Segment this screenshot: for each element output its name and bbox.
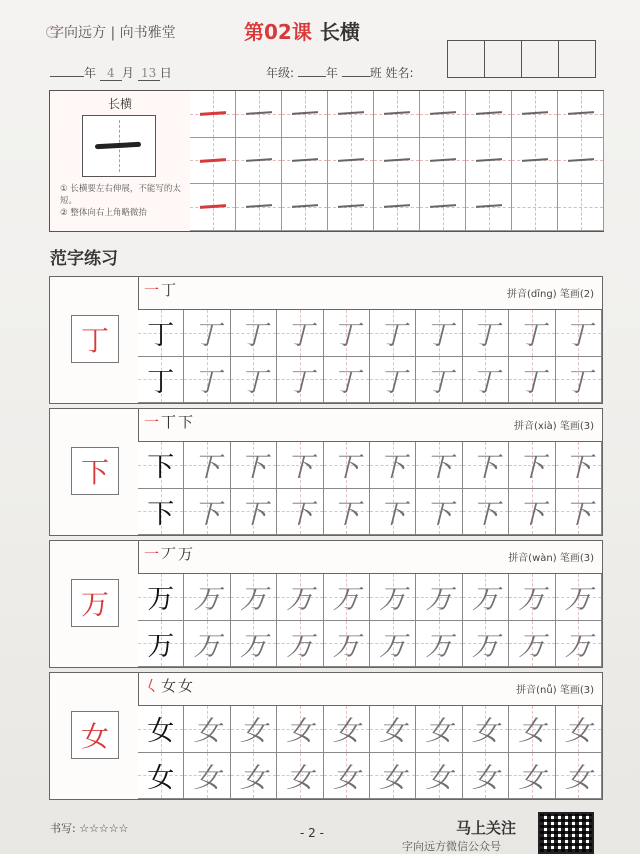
handwritten-char: 丁: [379, 320, 407, 352]
handwritten-char: 女: [471, 762, 499, 794]
stroke-practice-cell[interactable]: [328, 138, 374, 185]
practice-cell[interactable]: [416, 310, 462, 357]
stroke-order-step: 女: [178, 677, 196, 695]
stroke-practice-cell[interactable]: [282, 184, 328, 231]
horizontal-stroke-mark: [200, 158, 226, 163]
handwritten-char: 万: [564, 584, 592, 616]
model-char-cell[interactable]: [138, 442, 184, 489]
practice-grid: [138, 441, 602, 535]
practice-cell[interactable]: [556, 357, 602, 404]
handwritten-char: 下: [379, 498, 407, 530]
character-card: [49, 540, 603, 668]
practice-cell[interactable]: [277, 489, 323, 536]
handwritten-char: 女: [379, 716, 407, 748]
practice-cell[interactable]: [277, 706, 323, 753]
practice-cell[interactable]: [184, 706, 230, 753]
practice-cell[interactable]: [416, 442, 462, 489]
stroke-order-step: 万: [178, 545, 196, 563]
handwritten-char: 丁: [471, 366, 499, 398]
practice-cell[interactable]: [416, 489, 462, 536]
model-char-cell[interactable]: [138, 706, 184, 753]
practice-cell[interactable]: [277, 357, 323, 404]
handwritten-char: 丁: [239, 320, 267, 352]
stroke-practice-cell[interactable]: [328, 91, 374, 138]
stroke-order-step: 𡿨: [144, 677, 162, 695]
handwritten-char: 万: [425, 630, 453, 662]
char-meta: [508, 549, 594, 564]
practice-cell[interactable]: [277, 574, 323, 621]
stroke-count-label: 笔画(3): [559, 685, 594, 696]
practice-cell[interactable]: [277, 753, 323, 800]
model-character: 下: [71, 447, 119, 495]
horizontal-stroke-mark: [476, 111, 502, 115]
stroke-order-step: 丆: [161, 545, 179, 563]
practice-cell[interactable]: [324, 442, 370, 489]
practice-cell[interactable]: [463, 489, 509, 536]
stroke-order-step: 丁: [161, 281, 179, 299]
handwritten-char: 女: [286, 762, 314, 794]
horizontal-stroke-mark: [568, 158, 594, 162]
handwritten-char: 丁: [239, 366, 267, 398]
grade-label: 年级:: [266, 66, 295, 80]
handwritten-char: 丁: [471, 320, 499, 352]
stroke-practice-cell[interactable]: [420, 184, 466, 231]
horizontal-stroke-mark: [292, 158, 318, 162]
practice-cell[interactable]: [231, 357, 277, 404]
practice-cell[interactable]: [463, 574, 509, 621]
section-title: 范字练习: [50, 249, 118, 269]
practice-cell[interactable]: [509, 310, 555, 357]
horizontal-stroke-mark: [522, 158, 548, 162]
practice-cell[interactable]: [324, 357, 370, 404]
handwritten-char: 丁: [518, 320, 546, 352]
practice-cell[interactable]: [370, 753, 416, 800]
practice-cell[interactable]: [556, 621, 602, 668]
handwritten-char: 万: [379, 630, 407, 662]
practice-cell[interactable]: [509, 574, 555, 621]
practice-cell[interactable]: [509, 489, 555, 536]
char-meta: [516, 681, 594, 696]
handwritten-char: 下: [239, 452, 267, 484]
horizontal-stroke-mark: [292, 204, 318, 208]
qr-code-icon[interactable]: [538, 812, 594, 854]
handwritten-char: 女: [564, 762, 592, 794]
practice-cell[interactable]: [184, 621, 230, 668]
handwritten-char: 女: [332, 716, 360, 748]
practice-cell[interactable]: [370, 489, 416, 536]
practice-cell[interactable]: [184, 489, 230, 536]
grade-year-label: 年: [325, 66, 338, 80]
practice-cell[interactable]: [324, 753, 370, 800]
handwritten-char: 万: [518, 630, 546, 662]
year-blank[interactable]: [50, 76, 84, 77]
practice-cell[interactable]: [556, 706, 602, 753]
handwritten-char: 丁: [332, 320, 360, 352]
stroke-practice-cell[interactable]: [190, 138, 236, 185]
stroke-demo-panel: [50, 91, 191, 231]
class-blank[interactable]: [342, 76, 370, 77]
horizontal-stroke-mark: [430, 204, 456, 208]
writing-rating: 书写: ☆☆☆☆☆: [50, 822, 129, 835]
model-char-cell[interactable]: [138, 574, 184, 621]
page-number: - 2 -: [300, 826, 324, 840]
horizontal-stroke-mark: [200, 204, 226, 209]
follow-subtitle: 字向远方微信公众号: [402, 840, 501, 853]
horizontal-stroke-mark: [384, 111, 410, 115]
horizontal-stroke-mark: [292, 111, 318, 115]
stroke-practice-cell[interactable]: [282, 91, 328, 138]
handwritten-char: 万: [193, 584, 221, 616]
practice-cell[interactable]: [231, 753, 277, 800]
handwritten-char: 万: [425, 584, 453, 616]
stroke-practice-cell[interactable]: [512, 184, 558, 231]
stroke-practice-cell[interactable]: [466, 138, 512, 185]
model-char: 万: [147, 584, 175, 616]
handwritten-char: 万: [286, 630, 314, 662]
handwritten-char: 下: [471, 498, 499, 530]
handwritten-char: 万: [518, 584, 546, 616]
lesson-number: 第02课: [244, 20, 312, 44]
practice-cell[interactable]: [463, 753, 509, 800]
practice-cell[interactable]: [463, 442, 509, 489]
handwritten-char: 丁: [193, 320, 221, 352]
stroke-practice-cell[interactable]: [558, 91, 604, 138]
day-value[interactable]: 13: [138, 66, 160, 81]
horizontal-stroke-mark: [476, 204, 502, 208]
practice-cell[interactable]: [370, 442, 416, 489]
stroke-practice-cell[interactable]: [236, 184, 282, 231]
horizontal-stroke-mark: [246, 158, 272, 162]
handwritten-char: 万: [332, 584, 360, 616]
practice-cell[interactable]: [370, 574, 416, 621]
handwritten-char: 丁: [564, 366, 592, 398]
name-boxes: [448, 40, 596, 78]
handwritten-char: 万: [471, 584, 499, 616]
practice-cell[interactable]: [231, 310, 277, 357]
stroke-title: 长横: [107, 97, 132, 111]
practice-cell[interactable]: [370, 357, 416, 404]
handwritten-char: 女: [564, 716, 592, 748]
handwritten-char: 下: [425, 452, 453, 484]
stroke-intro-panel: [49, 90, 604, 232]
horizontal-stroke-mark: [522, 111, 548, 115]
date-line: [50, 64, 172, 81]
handwritten-char: 万: [239, 584, 267, 616]
model-character: 女: [71, 711, 119, 759]
practice-cell[interactable]: [231, 574, 277, 621]
practice-cell[interactable]: [184, 442, 230, 489]
practice-cell[interactable]: [370, 621, 416, 668]
stroke-practice-cell[interactable]: [558, 138, 604, 185]
model-char: 下: [147, 498, 175, 530]
practice-cell[interactable]: [324, 310, 370, 357]
practice-cell[interactable]: [556, 753, 602, 800]
practice-cell[interactable]: [324, 621, 370, 668]
practice-cell[interactable]: [463, 621, 509, 668]
model-char: 女: [147, 716, 175, 748]
char-meta: [507, 285, 594, 300]
stroke-practice-cell[interactable]: [374, 184, 420, 231]
stroke-order-step: 一: [144, 545, 162, 563]
pinyin-label: 拼音(xià): [514, 421, 557, 432]
practice-cell[interactable]: [556, 442, 602, 489]
practice-cell[interactable]: [231, 621, 277, 668]
handwritten-char: 女: [332, 762, 360, 794]
practice-cell[interactable]: [463, 357, 509, 404]
practice-cell[interactable]: [184, 574, 230, 621]
handwritten-char: 下: [332, 452, 360, 484]
handwritten-char: 女: [379, 762, 407, 794]
practice-cell[interactable]: [509, 442, 555, 489]
month-label: 月: [121, 66, 134, 80]
lesson-name: 长横: [319, 20, 360, 44]
practice-cell[interactable]: [416, 753, 462, 800]
horizontal-stroke-mark: [568, 111, 594, 115]
stroke-practice-cell[interactable]: [512, 138, 558, 185]
practice-cell[interactable]: [370, 706, 416, 753]
class-name-label: 班 姓名:: [369, 66, 414, 80]
handwritten-char: 下: [425, 498, 453, 530]
model-char: 万: [147, 630, 175, 662]
stroke-practice-cell[interactable]: [236, 91, 282, 138]
model-char-cell[interactable]: [138, 621, 184, 668]
handwritten-char: 女: [286, 716, 314, 748]
handwritten-char: 万: [239, 630, 267, 662]
handwritten-char: 丁: [425, 366, 453, 398]
handwritten-char: 女: [193, 716, 221, 748]
handwritten-char: 丁: [425, 320, 453, 352]
handwritten-char: 下: [286, 498, 314, 530]
handwritten-char: 女: [193, 762, 221, 794]
handwritten-char: 下: [471, 452, 499, 484]
practice-cell[interactable]: [370, 310, 416, 357]
practice-cell[interactable]: [509, 706, 555, 753]
character-card: [49, 408, 603, 536]
stroke-practice-cell[interactable]: [328, 184, 374, 231]
handwritten-char: 女: [518, 762, 546, 794]
model-char-panel: [50, 673, 139, 799]
grade-line: [266, 64, 414, 81]
horizontal-stroke-mark: [384, 204, 410, 208]
stroke-count-label: 笔画(2): [559, 289, 594, 300]
pinyin-label: 拼音(wàn): [508, 553, 557, 564]
handwritten-char: 女: [425, 716, 453, 748]
handwritten-char: 下: [379, 452, 407, 484]
stroke-practice-grid: [190, 91, 604, 231]
grade-blank[interactable]: [298, 76, 326, 77]
handwritten-char: 下: [518, 498, 546, 530]
handwritten-char: 女: [425, 762, 453, 794]
handwritten-char: 丁: [193, 366, 221, 398]
handwritten-char: 万: [471, 630, 499, 662]
stroke-practice-cell[interactable]: [190, 184, 236, 231]
horizontal-stroke-mark: [246, 204, 272, 208]
practice-cell[interactable]: [231, 489, 277, 536]
model-char: 丁: [147, 320, 175, 352]
name-box[interactable]: [447, 40, 485, 78]
character-card: [49, 276, 603, 404]
stroke-count-label: 笔画(3): [559, 421, 594, 432]
handwritten-char: 丁: [564, 320, 592, 352]
model-char: 女: [147, 762, 175, 794]
model-char-panel: [50, 541, 139, 667]
char-meta: [514, 417, 594, 432]
stroke-practice-cell[interactable]: [512, 91, 558, 138]
month-value[interactable]: 4: [100, 66, 122, 81]
handwritten-char: 下: [332, 498, 360, 530]
stroke-order-step: 丅: [161, 413, 179, 431]
practice-cell[interactable]: [416, 357, 462, 404]
practice-cell[interactable]: [277, 621, 323, 668]
stroke-practice-cell[interactable]: [420, 91, 466, 138]
practice-cell[interactable]: [556, 489, 602, 536]
model-char-cell[interactable]: [138, 753, 184, 800]
stroke-practice-cell[interactable]: [190, 91, 236, 138]
handwritten-char: 下: [518, 452, 546, 484]
practice-cell[interactable]: [184, 753, 230, 800]
handwritten-char: 丁: [286, 366, 314, 398]
pinyin-label: 拼音(dīng): [507, 289, 557, 300]
practice-cell[interactable]: [463, 706, 509, 753]
model-character: 万: [71, 579, 119, 627]
stroke-tips: [60, 183, 186, 219]
stroke-practice-cell[interactable]: [236, 138, 282, 185]
stroke-order: [144, 279, 178, 300]
name-box[interactable]: [484, 40, 522, 78]
model-char: 丁: [147, 366, 175, 398]
character-card: [49, 672, 603, 800]
tip-2: ② 整体向右上角略微抬: [60, 208, 147, 218]
year-label: 年: [84, 66, 97, 80]
model-char-cell[interactable]: [138, 489, 184, 536]
model-character: 丁: [71, 315, 119, 363]
practice-cell[interactable]: [184, 310, 230, 357]
horizontal-stroke-mark: [246, 111, 272, 115]
stroke-practice-cell[interactable]: [282, 138, 328, 185]
practice-cell[interactable]: [277, 310, 323, 357]
practice-cell[interactable]: [324, 489, 370, 536]
practice-cell[interactable]: [556, 310, 602, 357]
practice-cell[interactable]: [463, 310, 509, 357]
handwritten-char: 万: [286, 584, 314, 616]
handwritten-char: 下: [564, 498, 592, 530]
horizontal-stroke-mark: [200, 111, 226, 116]
practice-cell[interactable]: [416, 706, 462, 753]
stroke-order-step: 一: [144, 281, 162, 299]
stroke-order-step: 下: [178, 413, 196, 431]
long-horizontal-stroke: [95, 142, 141, 149]
tip-1: ① 长横要左右伸展，不能写的太短。: [60, 184, 181, 206]
model-char: 下: [147, 452, 175, 484]
stroke-count-label: 笔画(3): [559, 553, 594, 564]
stroke-practice-cell[interactable]: [420, 138, 466, 185]
handwritten-char: 万: [379, 584, 407, 616]
name-box[interactable]: [558, 40, 596, 78]
handwritten-char: 女: [239, 762, 267, 794]
horizontal-stroke-mark: [338, 111, 364, 115]
pinyin-label: 拼音(nǚ): [516, 685, 557, 696]
handwritten-char: 丁: [286, 320, 314, 352]
stroke-practice-cell[interactable]: [466, 91, 512, 138]
model-char-cell[interactable]: [138, 310, 184, 357]
stroke-order: [144, 411, 195, 432]
practice-cell[interactable]: [324, 706, 370, 753]
handwritten-char: 丁: [332, 366, 360, 398]
stroke-practice-cell[interactable]: [466, 184, 512, 231]
practice-cell[interactable]: [509, 753, 555, 800]
follow-title: 马上关注: [456, 819, 517, 837]
horizontal-stroke-mark: [430, 111, 456, 115]
practice-cell[interactable]: [184, 357, 230, 404]
horizontal-stroke-mark: [476, 158, 502, 162]
horizontal-stroke-mark: [338, 158, 364, 162]
handwritten-char: 下: [193, 498, 221, 530]
handwritten-char: 女: [239, 716, 267, 748]
handwritten-char: 万: [193, 630, 221, 662]
practice-cell[interactable]: [277, 442, 323, 489]
handwritten-char: 万: [332, 630, 360, 662]
stroke-order-step: 女: [161, 677, 179, 695]
handwritten-char: 丁: [518, 366, 546, 398]
brand-name: 字向远方 | 向书雅堂: [50, 25, 176, 41]
day-label: 日: [159, 66, 172, 80]
practice-cell[interactable]: [416, 574, 462, 621]
practice-cell[interactable]: [509, 621, 555, 668]
horizontal-stroke-mark: [430, 158, 456, 162]
model-char-panel: [50, 409, 139, 535]
stroke-order: [144, 543, 195, 564]
model-char-cell[interactable]: [138, 357, 184, 404]
practice-grid: [138, 705, 602, 799]
practice-cell[interactable]: [509, 357, 555, 404]
handwritten-char: 下: [564, 452, 592, 484]
practice-cell[interactable]: [324, 574, 370, 621]
horizontal-stroke-mark: [384, 158, 410, 162]
handwritten-char: 女: [471, 716, 499, 748]
stroke-practice-cell[interactable]: [374, 91, 420, 138]
practice-cell[interactable]: [556, 574, 602, 621]
horizontal-stroke-mark: [338, 204, 364, 208]
practice-grid: [138, 309, 602, 403]
handwritten-char: 下: [286, 452, 314, 484]
name-box[interactable]: [521, 40, 559, 78]
stroke-practice-cell[interactable]: [374, 138, 420, 185]
handwritten-char: 万: [564, 630, 592, 662]
stroke-order: [144, 675, 195, 696]
handwritten-char: 女: [518, 716, 546, 748]
stroke-order-step: 一: [144, 413, 162, 431]
handwritten-char: 下: [239, 498, 267, 530]
practice-cell[interactable]: [416, 621, 462, 668]
handwritten-char: 丁: [379, 366, 407, 398]
model-char-panel: [50, 277, 139, 403]
practice-grid: [138, 573, 602, 667]
lesson-title: [244, 16, 360, 45]
stroke-practice-cell[interactable]: [558, 184, 604, 231]
practice-cell[interactable]: [231, 706, 277, 753]
practice-cell[interactable]: [231, 442, 277, 489]
handwritten-char: 下: [193, 452, 221, 484]
stroke-demo-box: [82, 115, 156, 177]
